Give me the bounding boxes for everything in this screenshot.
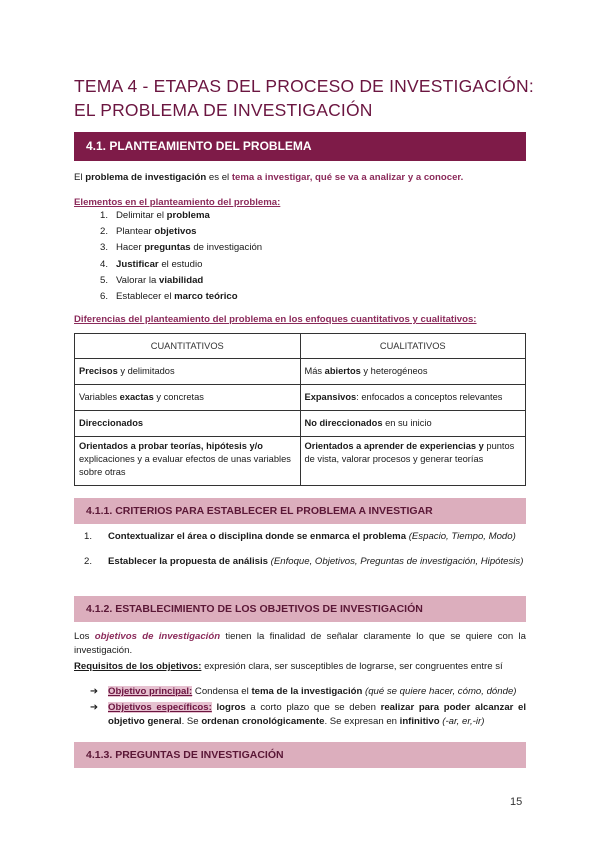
arrow-icon: ➔: [90, 702, 99, 713]
criteria-item: 2. Establecer la propuesta de análisis (Enfoque, Objetivos, Preguntas de investigación, Hipótesis): [84, 556, 524, 567]
list-item: 4. Justificar el estudio: [99, 258, 203, 270]
page-title: TEMA 4 - ETAPAS DEL PROCESO DE INVESTIGACIÓN: EL PROBLEMA DE INVESTIGACIÓN: [74, 76, 534, 120]
list-item: 2. Plantear objetivos: [99, 226, 197, 238]
list-item: 6. Establecer el marco teórico: [99, 290, 238, 302]
table-row: [75, 385, 526, 411]
table-cell: Más abiertos y heterogéneos: [300, 359, 526, 385]
intro-text: El: [74, 172, 86, 183]
arrow-icon: ➔: [90, 686, 99, 697]
bullet-item: ➔ Objetivos específicos: logros a corto plazo que se deben realizar para poder alcanzar el objetivo general. Se ordenan cronológicamente. Se expresan en infinitivo (-ar, er,-ir): [90, 702, 527, 727]
objectives-paragraph: Los objetivos de investigación tienen la finalidad de señalar claramente lo que se quiere con la investigación.: [74, 631, 527, 656]
table-cell: Expansivos: enfocados a conceptos relevantes: [300, 385, 526, 411]
criteria-item: 1. Contextualizar el área o disciplina donde se enmarca el problema (Espacio, Tiempo, Modo): [84, 531, 516, 542]
table-cell: Variables exactas y concretas: [75, 385, 301, 411]
elements-list: [84, 208, 504, 305]
table-cell: Direccionados: [75, 411, 301, 437]
page-number: 15: [510, 796, 523, 808]
objectives-requirements: Requisitos de los objetivos: expresión clara, ser susceptibles de lograrse, ser congruentes entre sí: [74, 661, 503, 672]
list-item: 3. Hacer preguntas de investigación: [99, 242, 263, 254]
elements-heading: Elementos en el planteamiento del problema:: [74, 197, 281, 208]
table-cell: Orientados a aprender de experiencias y puntos de vista, valorar procesos y generar teorías: [300, 437, 526, 486]
intro-text: es el: [206, 172, 232, 183]
differences-heading: Diferencias del planteamiento del problema en los enfoques cuantitativos y cualitativos:: [74, 314, 477, 325]
table-row: [75, 359, 526, 385]
list-item: 1. Delimitar el problema: [99, 210, 210, 221]
table-cell: Precisos y delimitados: [75, 359, 301, 385]
table-header: CUALITATIVOS: [300, 334, 526, 359]
comparison-table: [74, 333, 526, 486]
list-item: 5. Valorar la viabilidad: [99, 274, 204, 286]
table-cell: No direccionados en su inicio: [300, 411, 526, 437]
intro-paragraph: [74, 171, 526, 185]
section-heading-4-1: 4.1. PLANTEAMIENTO DEL PROBLEMA: [74, 132, 526, 161]
section-heading-4-1-2: 4.1.2. ESTABLECIMIENTO DE LOS OBJETIVOS DE INVESTIGACIÓN: [74, 596, 526, 622]
intro-bold: problema de investigación: [85, 172, 207, 183]
table-row: [75, 437, 526, 486]
bullet-item: ➔ Objetivo principal: Condensa el tema de la investigación (qué se quiere hacer, cómo, dónde): [90, 686, 517, 697]
section-heading-4-1-1: 4.1.1. CRITERIOS PARA ESTABLECER EL PROBLEMA A INVESTIGAR: [74, 498, 526, 524]
section-heading-4-1-3: 4.1.3. PREGUNTAS DE INVESTIGACIÓN: [74, 742, 526, 768]
table-header: CUANTITATIVOS: [75, 334, 301, 359]
table-cell: Orientados a probar teorías, hipótesis y/o explicaciones y a evaluar efectos de unas variables sobre otras: [75, 437, 301, 486]
intro-highlight: tema a investigar, qué se va a analizar y a conocer.: [231, 172, 464, 183]
table-row: [75, 411, 526, 437]
